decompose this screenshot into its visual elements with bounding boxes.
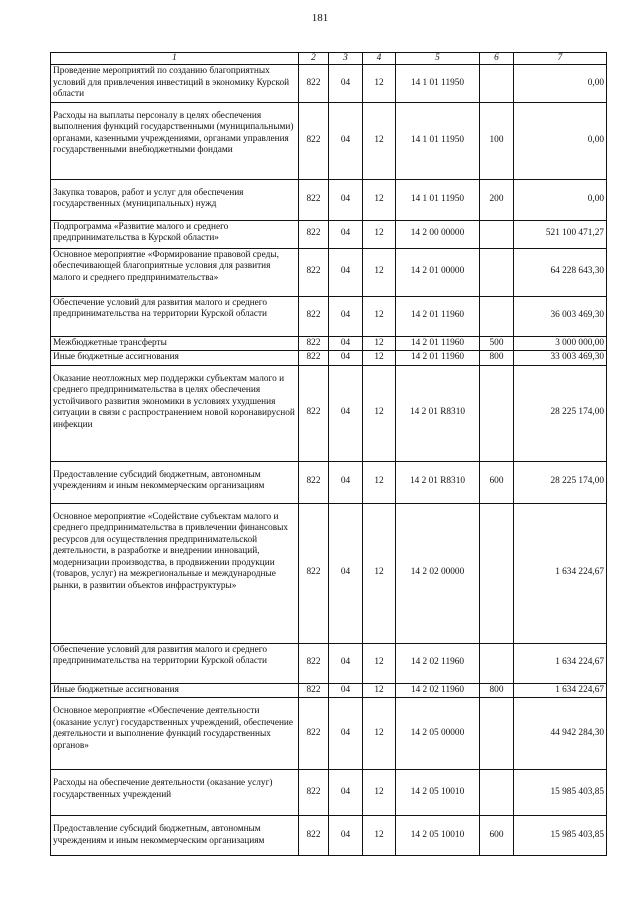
code-expense-type xyxy=(480,296,514,336)
code-subsection: 12 xyxy=(363,248,396,296)
amount: 64 228 643,30 xyxy=(514,248,607,296)
column-number: 2 xyxy=(299,53,329,65)
code-ministry: 822 xyxy=(299,65,329,103)
table-row xyxy=(51,816,607,856)
table-row xyxy=(51,336,607,351)
code-target: 14 1 01 11950 xyxy=(396,102,480,179)
amount: 44 942 284,30 xyxy=(514,698,607,770)
table-row xyxy=(51,643,607,683)
table-row xyxy=(51,296,607,336)
amount: 521 100 471,27 xyxy=(514,220,607,248)
code-section: 04 xyxy=(329,503,363,643)
code-target: 14 2 01 R8310 xyxy=(396,461,480,503)
code-section: 04 xyxy=(329,365,363,461)
code-subsection: 12 xyxy=(363,643,396,683)
code-ministry: 822 xyxy=(299,461,329,503)
code-target: 14 2 01 R8310 xyxy=(396,365,480,461)
code-section: 04 xyxy=(329,248,363,296)
item-name: Расходы на обеспечение деятельности (оказание услуг) государственных учреждений xyxy=(51,770,299,816)
code-ministry: 822 xyxy=(299,683,329,698)
code-expense-type xyxy=(480,65,514,103)
amount: 36 003 469,30 xyxy=(514,296,607,336)
table-row xyxy=(51,102,607,179)
code-subsection: 12 xyxy=(363,179,396,220)
code-expense-type xyxy=(480,698,514,770)
code-subsection: 12 xyxy=(363,816,396,856)
code-subsection: 12 xyxy=(363,351,396,366)
code-ministry: 822 xyxy=(299,365,329,461)
code-subsection: 12 xyxy=(363,296,396,336)
item-name: Подпрограмма «Развитие малого и среднего предпринимательства в Курской области» xyxy=(51,220,299,248)
table-row xyxy=(51,65,607,103)
code-expense-type xyxy=(480,643,514,683)
item-name: Расходы на выплаты персоналу в целях обеспечения выполнения функций государственными (муниципальными) органами, казенными учреждениями, органами управления государственными внебюджетными фондами xyxy=(51,102,299,179)
item-name: Иные бюджетные ассигнования xyxy=(51,683,299,698)
column-number: 7 xyxy=(514,53,607,65)
code-subsection: 12 xyxy=(363,461,396,503)
code-expense-type xyxy=(480,220,514,248)
code-section: 04 xyxy=(329,220,363,248)
amount: 1 634 224,67 xyxy=(514,503,607,643)
amount: 1 634 224,67 xyxy=(514,643,607,683)
code-expense-type: 500 xyxy=(480,336,514,351)
code-expense-type: 800 xyxy=(480,683,514,698)
code-expense-type xyxy=(480,248,514,296)
code-expense-type: 100 xyxy=(480,102,514,179)
item-name: Основное мероприятие «Содействие субъектам малого и среднего предпринимательства в привлечении финансовых ресурсов для осуществления предпринимательской деятельности, в разработке и внедрении инноваций, модернизации производства, в продвижении продукции (товаров, услуг) на межрегиональные и международные рынки, в развитии объектов инфраструктуры» xyxy=(51,503,299,643)
code-ministry: 822 xyxy=(299,643,329,683)
item-name: Основное мероприятие «Обеспечение деятельности (оказание услуг) государственных учреждений, обеспечение деятельности и выполнение функций государственных органов» xyxy=(51,698,299,770)
amount: 0,00 xyxy=(514,102,607,179)
code-subsection: 12 xyxy=(363,102,396,179)
code-section: 04 xyxy=(329,770,363,816)
table-row xyxy=(51,461,607,503)
code-section: 04 xyxy=(329,102,363,179)
code-target: 14 2 01 11960 xyxy=(396,336,480,351)
table-row xyxy=(51,503,607,643)
column-number: 6 xyxy=(480,53,514,65)
code-subsection: 12 xyxy=(363,698,396,770)
item-name: Проведение мероприятий по созданию благоприятных условий для привлечения инвестиций в экономику Курской области xyxy=(51,65,299,103)
table-row xyxy=(51,698,607,770)
code-ministry: 822 xyxy=(299,816,329,856)
code-section: 04 xyxy=(329,698,363,770)
code-target: 14 2 01 00000 xyxy=(396,248,480,296)
code-ministry: 822 xyxy=(299,503,329,643)
code-target: 14 2 02 11960 xyxy=(396,683,480,698)
code-section: 04 xyxy=(329,683,363,698)
code-section: 04 xyxy=(329,643,363,683)
code-target: 14 2 01 11960 xyxy=(396,351,480,366)
amount: 28 225 174,00 xyxy=(514,365,607,461)
code-expense-type: 200 xyxy=(480,179,514,220)
item-name: Предоставление субсидий бюджетным, автономным учреждениям и иным некоммерческим организациям xyxy=(51,816,299,856)
item-name: Основное мероприятие «Формирование правовой среды, обеспечивающей благоприятные условия для развития малого и среднего предпринимательства» xyxy=(51,248,299,296)
table-row xyxy=(51,248,607,296)
code-target: 14 2 02 00000 xyxy=(396,503,480,643)
amount: 28 225 174,00 xyxy=(514,461,607,503)
column-number-row xyxy=(51,53,607,65)
code-target: 14 2 05 10010 xyxy=(396,770,480,816)
table-row xyxy=(51,770,607,816)
table-row xyxy=(51,365,607,461)
code-subsection: 12 xyxy=(363,503,396,643)
column-number: 4 xyxy=(363,53,396,65)
item-name: Обеспечение условий для развития малого и среднего предпринимательства на территории Курской области xyxy=(51,643,299,683)
code-ministry: 822 xyxy=(299,351,329,366)
item-name: Обеспечение условий для развития малого и среднего предпринимательства на территории Курской области xyxy=(51,296,299,336)
code-ministry: 822 xyxy=(299,102,329,179)
amount: 15 985 403,85 xyxy=(514,816,607,856)
item-name: Межбюджетные трансферты xyxy=(51,336,299,351)
code-subsection: 12 xyxy=(363,365,396,461)
code-section: 04 xyxy=(329,336,363,351)
amount: 15 985 403,85 xyxy=(514,770,607,816)
code-target: 14 2 05 00000 xyxy=(396,698,480,770)
amount: 0,00 xyxy=(514,179,607,220)
budget-table xyxy=(50,52,607,856)
table-row xyxy=(51,179,607,220)
code-expense-type: 800 xyxy=(480,351,514,366)
code-expense-type xyxy=(480,503,514,643)
code-section: 04 xyxy=(329,296,363,336)
code-target: 14 2 00 00000 xyxy=(396,220,480,248)
column-number: 3 xyxy=(329,53,363,65)
code-section: 04 xyxy=(329,461,363,503)
column-number: 1 xyxy=(51,53,299,65)
code-target: 14 1 01 11950 xyxy=(396,179,480,220)
amount: 3 000 000,00 xyxy=(514,336,607,351)
code-target: 14 1 01 11950 xyxy=(396,65,480,103)
amount: 0,00 xyxy=(514,65,607,103)
code-expense-type xyxy=(480,365,514,461)
table-row xyxy=(51,683,607,698)
item-name: Иные бюджетные ассигнования xyxy=(51,351,299,366)
code-ministry: 822 xyxy=(299,248,329,296)
table-row xyxy=(51,351,607,366)
code-expense-type xyxy=(480,770,514,816)
code-expense-type: 600 xyxy=(480,816,514,856)
column-number: 5 xyxy=(396,53,480,65)
amount: 1 634 224,67 xyxy=(514,683,607,698)
code-subsection: 12 xyxy=(363,770,396,816)
code-target: 14 2 01 11960 xyxy=(396,296,480,336)
code-subsection: 12 xyxy=(363,65,396,103)
item-name: Оказание неотложных мер поддержки субъектам малого и среднего предпринимательства в целях обеспечения устойчивого развития экономики в условиях ухудшения ситуации в связи с распространением новой коронавирусной инфекции xyxy=(51,365,299,461)
code-section: 04 xyxy=(329,816,363,856)
code-ministry: 822 xyxy=(299,698,329,770)
code-subsection: 12 xyxy=(363,336,396,351)
code-section: 04 xyxy=(329,179,363,220)
code-section: 04 xyxy=(329,351,363,366)
table-row xyxy=(51,220,607,248)
item-name: Закупка товаров, работ и услуг для обеспечения государственных (муниципальных) нужд xyxy=(51,179,299,220)
amount: 33 003 469,30 xyxy=(514,351,607,366)
code-ministry: 822 xyxy=(299,296,329,336)
code-section: 04 xyxy=(329,65,363,103)
page-number: 181 xyxy=(311,12,329,24)
code-subsection: 12 xyxy=(363,683,396,698)
code-ministry: 822 xyxy=(299,220,329,248)
code-subsection: 12 xyxy=(363,220,396,248)
code-target: 14 2 02 11960 xyxy=(396,643,480,683)
code-expense-type: 600 xyxy=(480,461,514,503)
item-name: Предоставление субсидий бюджетным, автономным учреждениям и иным некоммерческим организациям xyxy=(51,461,299,503)
code-target: 14 2 05 10010 xyxy=(396,816,480,856)
code-ministry: 822 xyxy=(299,336,329,351)
code-ministry: 822 xyxy=(299,770,329,816)
code-ministry: 822 xyxy=(299,179,329,220)
